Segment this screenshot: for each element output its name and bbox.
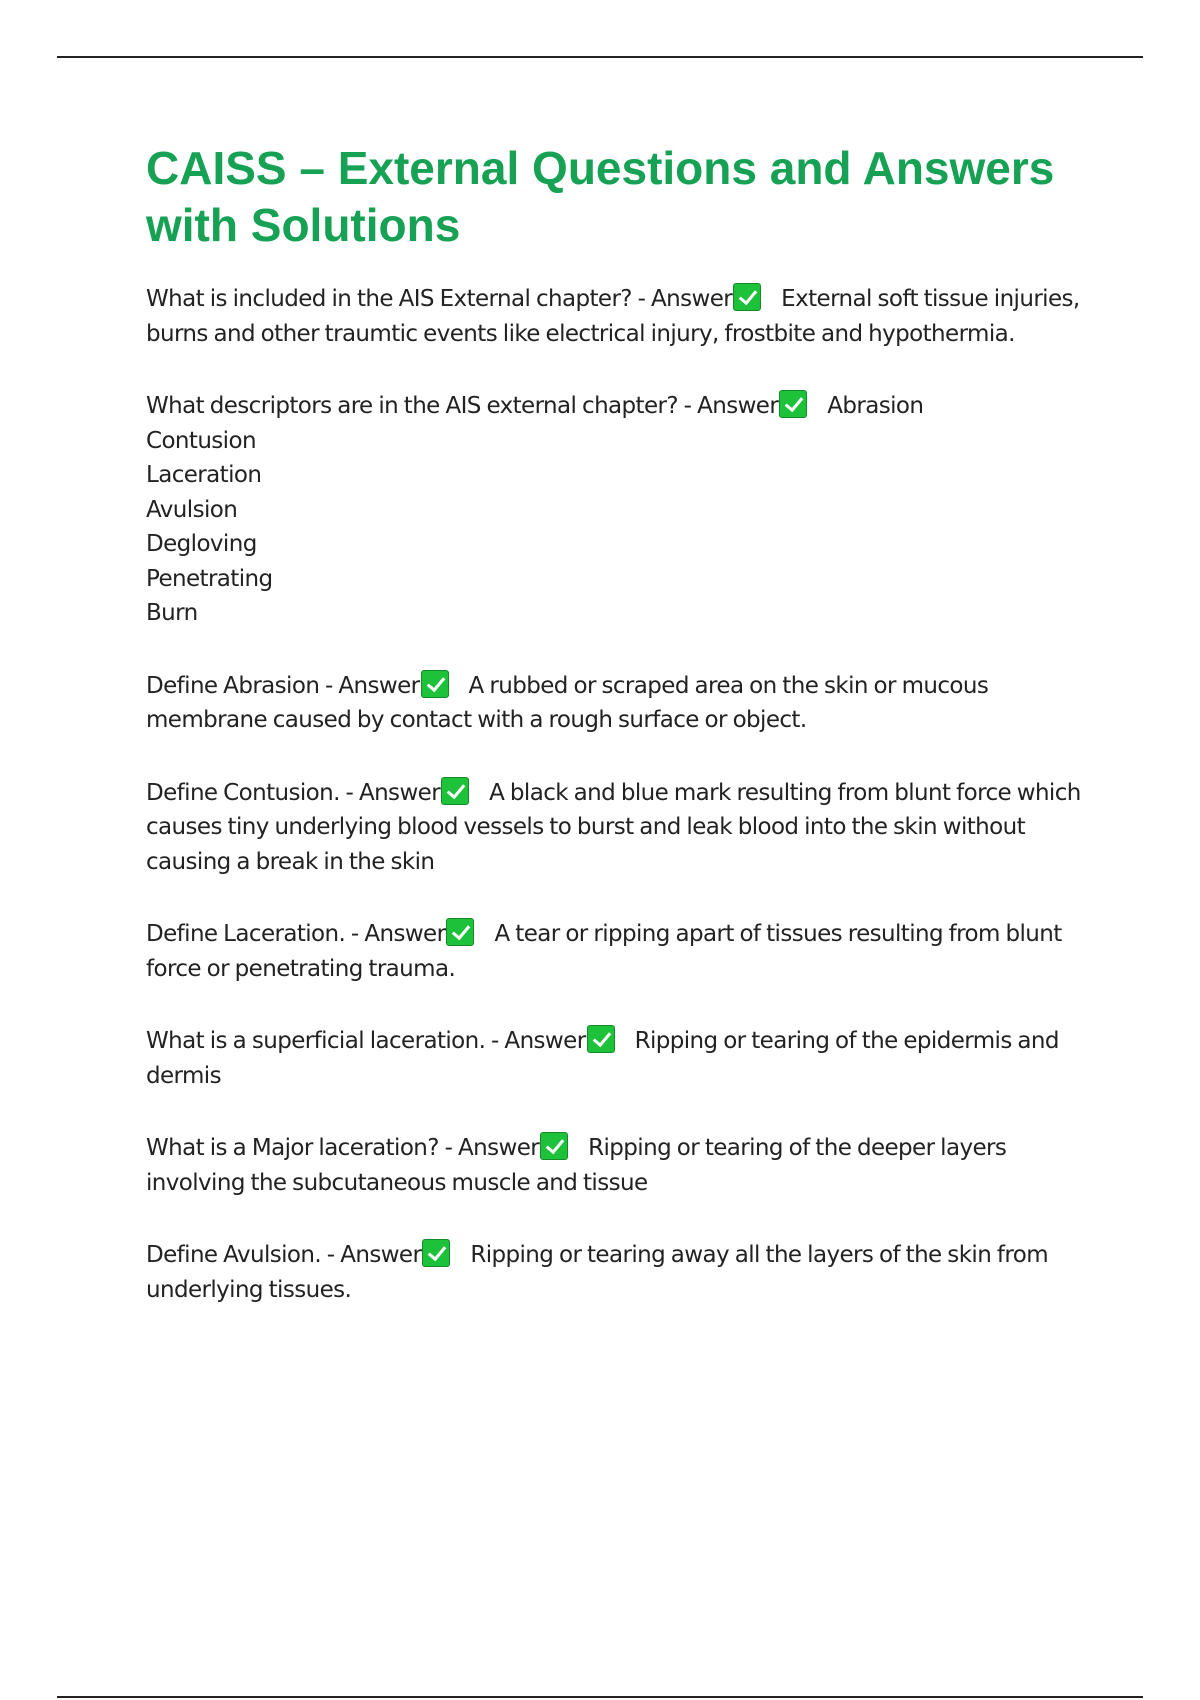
answer-text: A rubbed or scraped area on the skin or mucous membrane caused by contact with a rough surface or object. <box>146 672 989 733</box>
qa-item <box>146 1238 1086 1307</box>
answer-text: A tear or ripping apart of tissues resulting from blunt force or penetrating trauma. <box>146 921 1062 982</box>
descriptor-item: Avulsion <box>146 496 238 523</box>
check-mark-icon <box>446 918 474 946</box>
question-text: What is included in the AIS External chapter? - Answer <box>146 286 733 312</box>
answer-text: Abrasion <box>827 393 924 419</box>
descriptor-item: Laceration <box>146 462 262 488</box>
descriptor-item: Contusion <box>146 427 256 454</box>
descriptor-item: Burn <box>146 600 198 626</box>
top-rule <box>57 56 1143 58</box>
check-mark-icon <box>587 1025 615 1053</box>
document-body <box>146 140 1086 1345</box>
descriptor-item: Penetrating <box>146 565 273 592</box>
check-mark-icon <box>421 670 449 698</box>
document-title: CAISS – External Questions and Answers with Solutions <box>146 142 1055 251</box>
bottom-rule <box>57 1696 1143 1698</box>
descriptor-item: Degloving <box>146 531 257 557</box>
question-text: Define Laceration. - Answer <box>146 921 446 947</box>
check-mark-icon <box>733 283 761 311</box>
question-text: Define Avulsion. - Answer <box>146 1242 422 1268</box>
qa-item <box>146 389 1086 631</box>
check-mark-icon <box>540 1132 568 1160</box>
qa-item <box>146 917 1086 986</box>
question-text: What is a Major laceration? - Answer <box>146 1135 540 1161</box>
qa-item <box>146 1131 1086 1200</box>
qa-item <box>146 669 1086 738</box>
answer-text: Ripping or tearing of the deeper layers involving the subcutaneous muscle and tissue <box>146 1135 1007 1196</box>
answer-text: External soft tissue injuries, burns and other traumtic events like electrical injury, frostbite and hypothermia. <box>146 286 1080 347</box>
check-mark-icon <box>779 390 807 418</box>
qa-item <box>146 1024 1086 1093</box>
question-text: Define Abrasion - Answer <box>146 672 420 699</box>
question-text: Define Contusion. - Answer <box>146 779 441 806</box>
answer-text: Ripping or tearing of the epidermis and dermis <box>146 1028 1059 1089</box>
qa-item <box>146 776 1086 880</box>
question-text: What is a superficial laceration. - Answer <box>146 1028 586 1054</box>
answer-text: A black and blue mark resulting from blunt force which causes tiny underlying blood vessels to burst and leak blood into the skin without causing a break in the skin <box>146 779 1081 875</box>
qa-item <box>146 282 1086 351</box>
question-text: What descriptors are in the AIS external chapter? - Answer <box>146 393 779 419</box>
answer-text: Ripping or tearing away all the layers of the skin from underlying tissues. <box>146 1242 1049 1303</box>
check-mark-icon <box>422 1239 450 1267</box>
check-mark-icon <box>441 777 469 805</box>
